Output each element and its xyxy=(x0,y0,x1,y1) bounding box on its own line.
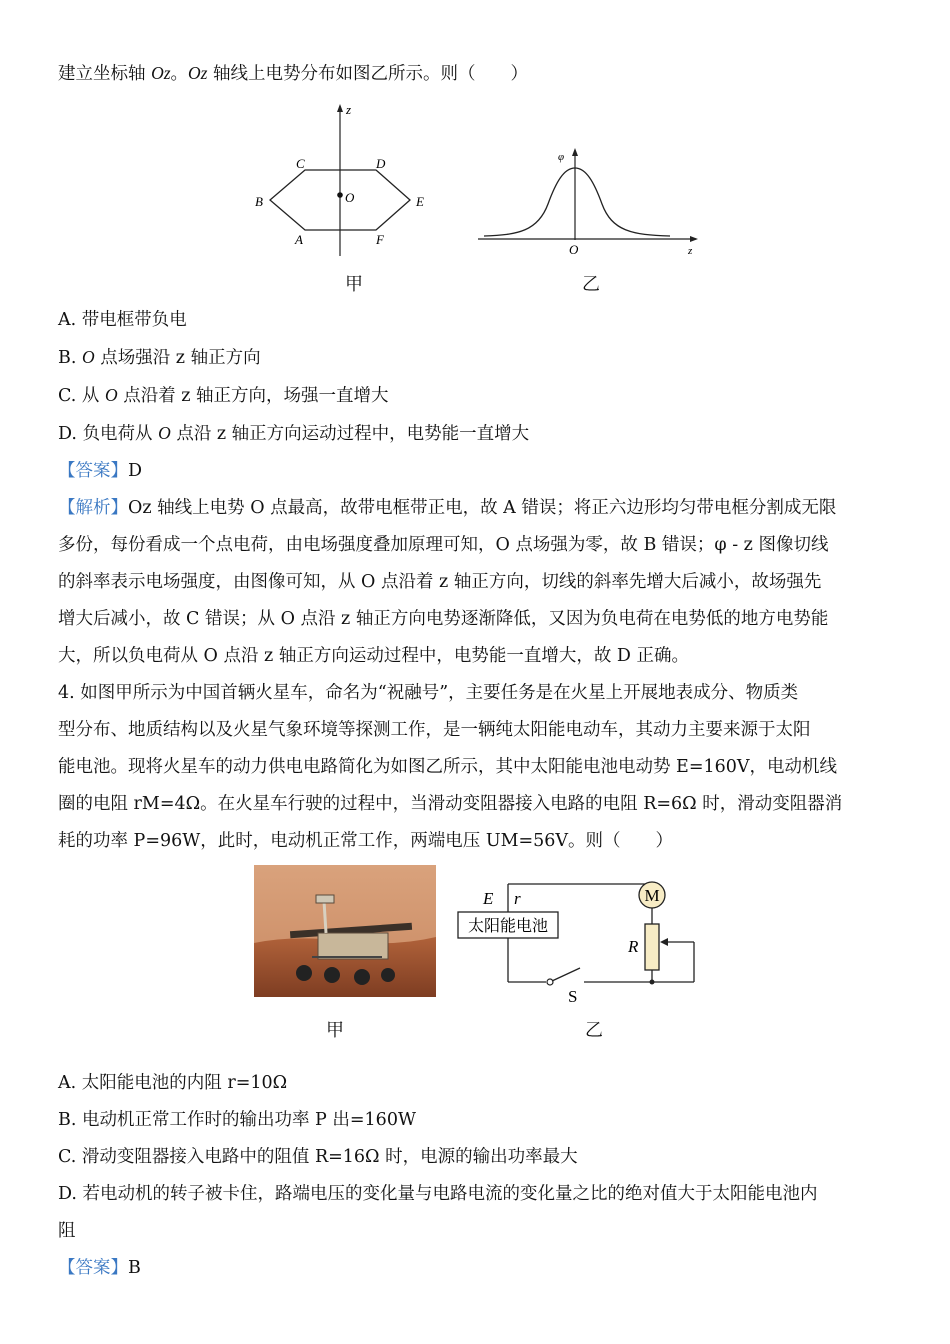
q3-body xyxy=(58,302,894,860)
option-a: A. 带电框带负电 xyxy=(58,310,187,330)
label-R: R xyxy=(628,937,639,956)
q4-stem-line: 型分布、地质结构以及火星气象环境等探测工作，是一辆纯太阳能电动车，其动力主要来源于太阳 xyxy=(58,720,811,740)
q4-fig-yi-caption: 乙 xyxy=(585,1020,603,1041)
answer-line xyxy=(58,1250,894,1287)
q4-stem-line: 能电池。现将火星车的动力供电电路简化为如图乙所示，其中太阳能电池电动势 E=160V，电动机线 xyxy=(58,757,838,777)
answer-line xyxy=(58,453,894,490)
circuit-diagram xyxy=(456,878,701,1008)
analysis-line: 增大后减小，故 C 错误；从 O 点沿 z 轴正方向电势逐渐降低，又因为负电荷在电势低的地方电势能 xyxy=(58,609,829,629)
label-a: A xyxy=(295,232,303,247)
option-a: A. 太阳能电池的内阻 r=10Ω xyxy=(58,1073,288,1093)
hexagon-figure xyxy=(248,100,448,260)
label-r: r xyxy=(514,889,521,908)
analysis-line: 大，所以负电荷从 O 点沿 z 轴正方向运动过程中，电势能一直增大，故 D 正确。 xyxy=(58,646,689,666)
label-s: S xyxy=(568,987,578,1006)
answer-tag: 【答案】 xyxy=(58,1258,128,1278)
analysis-tag: 【解析】 xyxy=(58,498,128,518)
battery-label: 太阳能电池 xyxy=(467,918,549,935)
q4-body xyxy=(58,1065,894,1287)
label-m: M xyxy=(644,886,660,905)
z-axis-arrow xyxy=(337,104,343,112)
fig-yi-caption: 乙 xyxy=(582,274,600,295)
q4-stem-line: 耗的功率 P=96W，此时，电动机正常工作，两端电压 UM=56V。则（ ） xyxy=(58,831,674,851)
option-d: D. 负电荷从 O 点沿 z 轴正方向运动过程中，电势能一直增大 xyxy=(58,423,530,444)
point-o xyxy=(337,192,343,198)
answer-value: D xyxy=(128,461,143,481)
analysis-line: 的斜率表示电场强度，由图像可知，从 O 点沿着 z 轴正方向，切线的斜率先增大后减小，故场强先 xyxy=(58,572,822,592)
label-o: O xyxy=(569,242,579,257)
slider-arrow xyxy=(660,938,668,946)
q3-intro-text-a: 建立坐标轴 xyxy=(58,64,152,84)
option-c: C. 从 O 点沿着 z 轴正方向，场强一直增大 xyxy=(58,385,389,406)
axis-oz: Oz xyxy=(151,63,171,83)
q3-intro-text-b: 。 xyxy=(170,64,189,84)
option-b: B. 电动机正常工作时的输出功率 P 出=160W xyxy=(58,1110,416,1130)
label-d: D xyxy=(376,156,386,171)
option-c: C. 滑动变阻器接入电路中的阻值 R=16Ω 时，电源的输出功率最大 xyxy=(58,1147,578,1167)
fig-jia-caption: 甲 xyxy=(345,274,363,295)
label-f: F xyxy=(376,232,384,247)
answer-value: B xyxy=(128,1258,141,1278)
label-phi: φ xyxy=(558,151,565,163)
analysis-line: 多份，每份看成一个点电荷，由电场强度叠加原理可知，O 点场强为零，故 B 错误；φ - z 图像切线 xyxy=(58,535,829,555)
q4-fig-jia-caption: 甲 xyxy=(326,1020,344,1041)
q4-stem-line: 圈的电阻 rM=4Ω。在火星车行驶的过程中，当滑动变阻器接入电路的电阻 R=6Ω 时，滑动变阻器消 xyxy=(58,794,843,814)
z-axis-arrow xyxy=(690,236,698,242)
switch-lever xyxy=(552,968,580,981)
q3-intro xyxy=(58,55,894,93)
potential-graph xyxy=(478,144,703,264)
label-c: C xyxy=(296,156,305,171)
label-z: z xyxy=(346,102,352,117)
analysis-line: 【解析】Oz 轴线上电势 O 点最高，故带电框带正电，故 A 错误；将正六边形均匀带电框分割成无限 xyxy=(58,498,837,518)
mars-rover-photo xyxy=(254,865,436,997)
label-z: z xyxy=(688,245,693,257)
rheostat xyxy=(645,924,659,970)
label-b: B xyxy=(255,194,263,209)
label-o: O xyxy=(345,190,355,205)
answer-tag: 【答案】 xyxy=(58,461,128,481)
switch-contact xyxy=(547,979,553,985)
label-e: E xyxy=(416,194,424,209)
q4-stem-line: 4. 如图甲所示为中国首辆火星车，命名为“祝融号”，主要任务是在火星上开展地表成分、物质类 xyxy=(58,683,799,703)
option-b: B. O 点场强沿 z 轴正方向 xyxy=(58,347,261,368)
label-e: E xyxy=(483,889,494,908)
q3-intro-text-c: 轴线上电势分布如图乙所示。则（ ） xyxy=(207,64,529,84)
option-d-continued: 阻 xyxy=(58,1221,76,1241)
axis-oz: Oz xyxy=(188,63,208,83)
potential-curve xyxy=(484,168,670,236)
option-d: D. 若电动机的转子被卡住，路端电压的变化量与电路电流的变化量之比的绝对值大于太阳能电池内 xyxy=(58,1184,818,1204)
phi-axis-arrow xyxy=(572,148,578,156)
